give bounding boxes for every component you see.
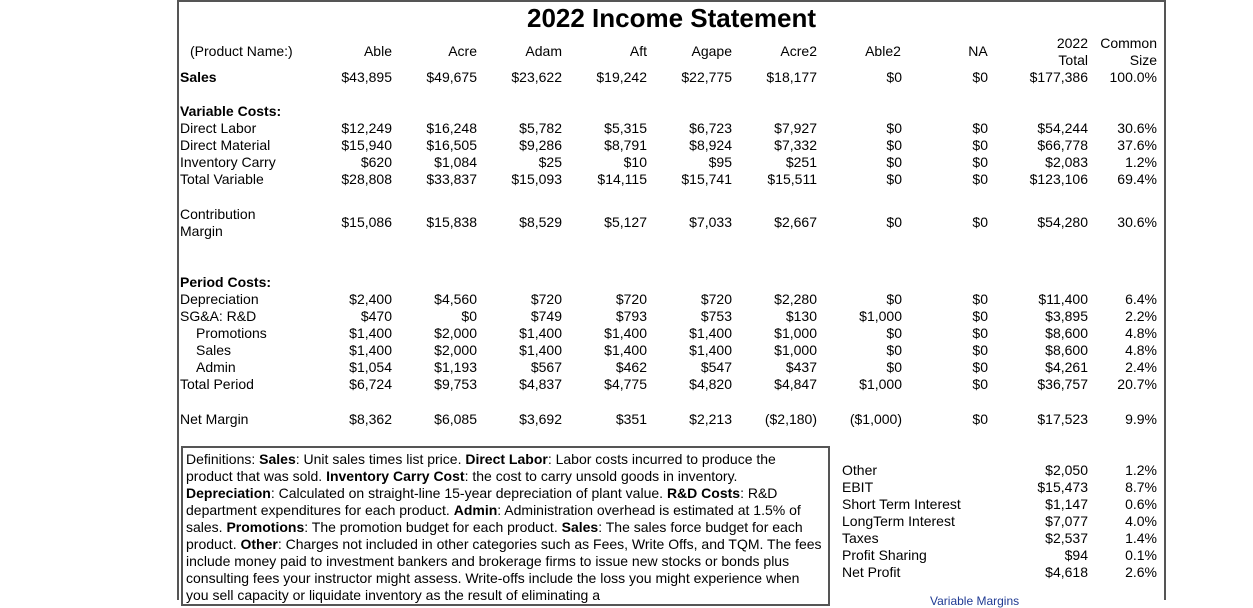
cell-total_period-acre: $9,753 (434, 376, 477, 392)
column-header-acre2: Acre2 (780, 43, 817, 59)
cell-total_variable-aft: $14,115 (597, 171, 647, 187)
cell-inventory_carry-common: 1.2% (1125, 154, 1157, 170)
cell-net_margin-common: 9.9% (1125, 411, 1157, 427)
cell-total_period-agape: $4,820 (689, 376, 732, 392)
cell-total_variable-acre: $33,837 (426, 171, 477, 187)
row-label-sales_exp: Sales (196, 342, 232, 358)
cell-net_margin-aft: $351 (615, 411, 647, 427)
definition-term: Promotions (226, 519, 305, 535)
cell-promotions-acre: $2,000 (434, 325, 477, 341)
cell-net_margin-acre: $6,085 (434, 411, 477, 427)
cell-promotions-common: 4.8% (1125, 325, 1157, 341)
cell-total_variable-acre2: $15,511 (767, 171, 817, 187)
cell-depreciation-aft: $720 (615, 291, 647, 307)
summary-total-2: $1,147 (1045, 496, 1088, 512)
definition-term: Direct Labor (465, 451, 548, 467)
cell-admin-acre: $1,193 (434, 359, 477, 375)
row-label-total_variable: Total Variable (180, 171, 264, 187)
cell-direct_material-agape: $8,924 (689, 137, 732, 153)
cell-depreciation-adam: $720 (530, 291, 562, 307)
cell-sales_exp-able: $1,400 (349, 342, 392, 358)
definition-term: Sales (561, 519, 599, 535)
definition-term: Other (240, 536, 278, 552)
row-label-depreciation: Depreciation (180, 291, 259, 307)
row-label-net_margin: Net Margin (180, 411, 249, 427)
summary-total-1: $15,473 (1037, 479, 1088, 495)
cell-direct_labor-agape: $6,723 (689, 120, 732, 136)
cell-sga_rd-na: $0 (972, 308, 988, 324)
cell-direct_material-able: $15,940 (341, 137, 392, 153)
cell-contribution_margin-acre2: $2,667 (774, 214, 817, 230)
cell-sales-able2: $0 (886, 69, 902, 85)
cell-total_variable-agape: $15,741 (681, 171, 732, 187)
cell-promotions-na: $0 (972, 325, 988, 341)
cell-inventory_carry-total: $2,083 (1045, 154, 1088, 170)
cell-sales-able: $43,895 (341, 69, 392, 85)
cell-direct_labor-able2: $0 (886, 120, 902, 136)
cell-admin-agape: $547 (700, 359, 732, 375)
cell-contribution_margin-able2: $0 (886, 214, 902, 230)
cell-depreciation-able2: $0 (886, 291, 902, 307)
cell-promotions-aft: $1,400 (604, 325, 647, 341)
total-header-bottom: Total (1058, 52, 1088, 68)
cell-inventory_carry-acre: $1,084 (434, 154, 477, 170)
cell-direct_material-total: $66,778 (1037, 137, 1088, 153)
cell-sales-adam: $23,622 (511, 69, 562, 85)
cell-admin-na: $0 (972, 359, 988, 375)
cell-admin-able: $1,054 (349, 359, 392, 375)
summary-total-0: $2,050 (1045, 462, 1088, 478)
cell-sga_rd-able: $470 (360, 308, 392, 324)
summary-label-0: Other (842, 462, 878, 478)
column-header-acre: Acre (448, 43, 477, 59)
cell-direct_material-common: 37.6% (1117, 137, 1157, 153)
summary-common-5: 0.1% (1125, 547, 1157, 563)
cell-direct_material-acre: $16,505 (426, 137, 477, 153)
cell-sales_exp-able2: $0 (886, 342, 902, 358)
cell-sga_rd-common: 2.2% (1125, 308, 1157, 324)
summary-common-4: 1.4% (1125, 530, 1157, 546)
summary-common-1: 8.7% (1125, 479, 1157, 495)
cell-contribution_margin-aft: $5,127 (604, 214, 647, 230)
cell-direct_labor-total: $54,244 (1037, 120, 1088, 136)
cell-sales_exp-total: $8,600 (1045, 342, 1088, 358)
summary-total-6: $4,618 (1045, 564, 1088, 580)
cell-net_margin-able: $8,362 (349, 411, 392, 427)
cell-admin-total: $4,261 (1045, 359, 1088, 375)
cell-promotions-able: $1,400 (349, 325, 392, 341)
cell-direct_labor-na: $0 (972, 120, 988, 136)
definition-term: Inventory Carry Cost (326, 468, 465, 484)
definition-text: : The sales force budget for each product. (186, 519, 803, 552)
cell-direct_labor-able: $12,249 (341, 120, 392, 136)
summary-label-4: Taxes (842, 530, 879, 546)
cell-net_margin-able2: ($1,000) (849, 411, 902, 427)
cell-sales-na: $0 (972, 69, 988, 85)
cell-net_margin-adam: $3,692 (519, 411, 562, 427)
row-label-period_header: Period Costs: (180, 274, 272, 290)
cell-inventory_carry-na: $0 (972, 154, 988, 170)
cell-sales-common: 100.0% (1109, 69, 1157, 85)
cell-sales-acre: $49,675 (426, 69, 477, 85)
cell-inventory_carry-adam: $25 (538, 154, 562, 170)
column-header-agape: Agape (691, 43, 732, 59)
cell-sga_rd-acre: $0 (461, 308, 477, 324)
cell-total_period-na: $0 (972, 376, 988, 392)
cell-sga_rd-able2: $1,000 (859, 308, 902, 324)
cell-depreciation-agape: $720 (700, 291, 732, 307)
cell-admin-common: 2.4% (1125, 359, 1157, 375)
row-label-sga_rd: SG&A: R&D (180, 308, 257, 324)
summary-label-5: Profit Sharing (842, 547, 927, 563)
cell-inventory_carry-acre2: $251 (785, 154, 817, 170)
summary-common-0: 1.2% (1125, 462, 1157, 478)
row-label-contribution_margin: Contribution Margin (180, 206, 256, 239)
cell-direct_labor-common: 30.6% (1117, 120, 1157, 136)
cell-total_variable-able: $28,808 (341, 171, 392, 187)
cell-admin-aft: $462 (615, 359, 647, 375)
cell-admin-adam: $567 (530, 359, 562, 375)
summary-common-2: 0.6% (1125, 496, 1157, 512)
column-header-na: NA (968, 43, 988, 59)
cell-sales-aft: $19,242 (596, 69, 647, 85)
row-label-promotions: Promotions (196, 325, 267, 341)
cell-depreciation-acre2: $2,280 (774, 291, 817, 307)
cell-total_period-common: 20.7% (1117, 376, 1157, 392)
column-header-adam: Adam (525, 43, 562, 59)
cell-inventory_carry-able: $620 (360, 154, 392, 170)
definition-text: : R&D department expenditures for each product. (186, 485, 778, 518)
summary-label-1: EBIT (842, 479, 874, 495)
cell-promotions-total: $8,600 (1045, 325, 1088, 341)
cell-total_period-adam: $4,837 (519, 376, 562, 392)
cell-promotions-adam: $1,400 (519, 325, 562, 341)
cell-depreciation-able: $2,400 (349, 291, 392, 307)
cell-direct_material-na: $0 (972, 137, 988, 153)
cell-sga_rd-adam: $749 (530, 308, 562, 324)
product-name-label: (Product Name:) (190, 43, 293, 59)
cell-admin-able2: $0 (886, 359, 902, 375)
cell-inventory_carry-agape: $95 (708, 154, 732, 170)
definition-text: : Calculated on straight-line 15-year depreciation of plant value. (270, 485, 667, 501)
row-label-direct_material: Direct Material (180, 137, 271, 153)
cell-total_variable-total: $123,106 (1029, 171, 1088, 187)
cell-promotions-acre2: $1,000 (774, 325, 817, 341)
cell-sales_exp-acre2: $1,000 (774, 342, 817, 358)
cell-sga_rd-total: $3,895 (1045, 308, 1088, 324)
summary-label-3: LongTerm Interest (842, 513, 955, 529)
cell-total_variable-adam: $15,093 (511, 171, 562, 187)
cell-total_period-able: $6,724 (349, 376, 392, 392)
cell-net_margin-agape: $2,213 (689, 411, 732, 427)
cell-sga_rd-agape: $753 (700, 308, 732, 324)
definition-term: Depreciation (186, 485, 271, 501)
cell-sga_rd-acre2: $130 (785, 308, 817, 324)
cell-sales_exp-acre: $2,000 (434, 342, 477, 358)
definition-text: : The promotion budget for each product. (304, 519, 562, 535)
cell-depreciation-acre: $4,560 (434, 291, 477, 307)
cell-depreciation-na: $0 (972, 291, 988, 307)
summary-total-4: $2,537 (1045, 530, 1088, 546)
summary-total-5: $94 (1064, 547, 1088, 563)
definition-text: : the cost to carry unsold goods in inventory. (464, 468, 738, 484)
row-label-direct_labor: Direct Labor (180, 120, 257, 136)
cell-inventory_carry-aft: $10 (623, 154, 647, 170)
cell-sales_exp-common: 4.8% (1125, 342, 1157, 358)
cell-sales_exp-adam: $1,400 (519, 342, 562, 358)
cell-direct_labor-aft: $5,315 (604, 120, 647, 136)
summary-common-3: 4.0% (1125, 513, 1157, 529)
page-title: 2022 Income Statement (526, 3, 816, 33)
cell-direct_material-acre2: $7,332 (774, 137, 817, 153)
cell-direct_material-able2: $0 (886, 137, 902, 153)
cell-direct_labor-acre2: $7,927 (774, 120, 817, 136)
cell-depreciation-total: $11,400 (1038, 291, 1088, 307)
column-header-aft: Aft (629, 43, 647, 59)
column-header-able2: Able2 (865, 43, 901, 59)
cell-inventory_carry-able2: $0 (886, 154, 902, 170)
common-header-bottom: Size (1129, 52, 1157, 68)
row-label-variable_header: Variable Costs: (180, 103, 282, 119)
cell-net_margin-na: $0 (972, 411, 988, 427)
definition-term: Sales (259, 451, 296, 467)
row-label-admin: Admin (196, 359, 236, 375)
cell-total_variable-common: 69.4% (1117, 171, 1157, 187)
cell-contribution_margin-na: $0 (972, 214, 988, 230)
cell-sales-agape: $22,775 (681, 69, 732, 85)
definitions-box (181, 446, 830, 606)
cell-promotions-agape: $1,400 (689, 325, 732, 341)
cell-depreciation-common: 6.4% (1125, 291, 1157, 307)
cell-sales_exp-na: $0 (972, 342, 988, 358)
summary-label-6: Net Profit (842, 564, 901, 580)
definition-term: Admin (453, 502, 498, 518)
cell-contribution_margin-adam: $8,529 (519, 214, 562, 230)
cell-direct_labor-adam: $5,782 (519, 120, 562, 136)
cell-sales_exp-aft: $1,400 (604, 342, 647, 358)
cell-direct_material-aft: $8,791 (604, 137, 647, 153)
cell-direct_material-adam: $9,286 (519, 137, 562, 153)
partial-chart-label: Variable Margins (930, 594, 1020, 608)
cell-sga_rd-aft: $793 (615, 308, 647, 324)
cell-total_period-total: $36,757 (1037, 376, 1088, 392)
column-header-able: Able (363, 43, 392, 59)
cell-total_period-able2: $1,000 (859, 376, 902, 392)
cell-contribution_margin-common: 30.6% (1117, 214, 1157, 230)
cell-total_period-acre2: $4,847 (774, 376, 817, 392)
cell-direct_labor-acre: $16,248 (426, 120, 477, 136)
summary-total-3: $7,077 (1045, 513, 1088, 529)
cell-sales-total: $177,386 (1029, 69, 1088, 85)
row-label-sales: Sales (180, 69, 217, 85)
cell-net_margin-total: $17,523 (1037, 411, 1088, 427)
cell-promotions-able2: $0 (886, 325, 902, 341)
definition-text: : Administration overhead is estimated at 1.5% of sales. (186, 502, 801, 535)
definition-text: : Labor costs incurred to produce the product that was sold. (186, 451, 776, 484)
cell-sales_exp-agape: $1,400 (689, 342, 732, 358)
definition-term: R&D Costs (666, 485, 741, 501)
cell-contribution_margin-acre: $15,838 (426, 214, 477, 230)
definition-text: : Unit sales times list price. (295, 451, 466, 467)
summary-label-2: Short Term Interest (842, 496, 961, 512)
cell-total_variable-na: $0 (972, 171, 988, 187)
cell-admin-acre2: $437 (785, 359, 817, 375)
cell-contribution_margin-total: $54,280 (1037, 214, 1088, 230)
summary-common-6: 2.6% (1125, 564, 1157, 580)
cell-contribution_margin-able: $15,086 (341, 214, 392, 230)
cell-contribution_margin-agape: $7,033 (689, 214, 732, 230)
definitions-intro: Definitions: (186, 451, 260, 467)
cell-total_variable-able2: $0 (886, 171, 902, 187)
row-label-inventory_carry: Inventory Carry (180, 154, 276, 170)
definition-text: : Charges not included in other categories such as Fees, Write Offs, and TQM. The fees include money paid to investment bankers and brokerage firms to issue new stocks or bonds plus consulting fees your instructor might assess. Write-offs include the loss you might experience when you sell capacity or liquidate inventory as the result of eliminating a (186, 536, 822, 603)
common-header-top: Common (1100, 35, 1157, 51)
total-header-top: 2022 (1056, 35, 1088, 51)
cell-sales-acre2: $18,177 (766, 69, 817, 85)
row-label-total_period: Total Period (180, 376, 254, 392)
cell-total_period-aft: $4,775 (604, 376, 647, 392)
cell-net_margin-acre2: ($2,180) (764, 411, 817, 427)
